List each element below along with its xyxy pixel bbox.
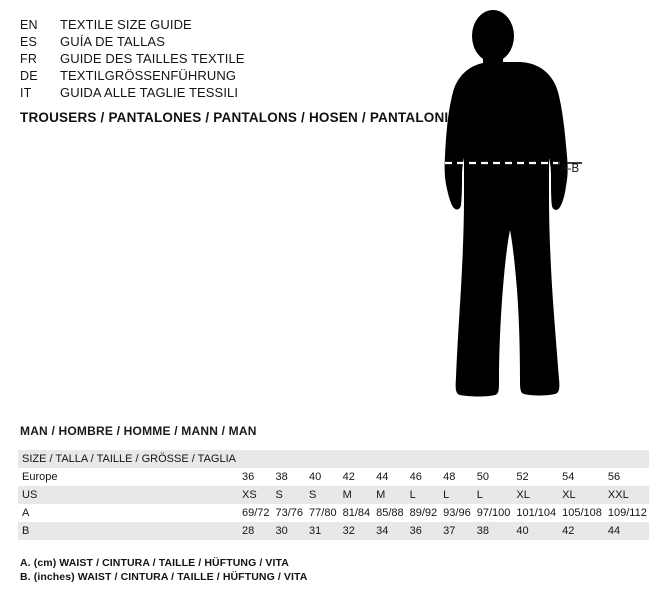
language-text: GUIDA ALLE TAGLIE TESSILI <box>60 85 239 100</box>
cell: 42 <box>558 522 604 540</box>
male-silhouette-figure <box>400 8 600 408</box>
language-row <box>20 84 400 101</box>
cell: XL <box>558 486 604 504</box>
section-title: TROUSERS / PANTALONES / PANTALONS / HOSEN / PANTALONI <box>20 110 449 125</box>
cell <box>339 450 373 468</box>
cell <box>473 450 513 468</box>
cell: L <box>473 486 513 504</box>
cell: 44 <box>604 522 649 540</box>
cell: 44 <box>376 471 389 483</box>
cell: 31 <box>305 522 339 540</box>
cell: 93/96 <box>443 507 471 519</box>
cell: M <box>372 486 406 504</box>
cell: 109/112 <box>607 507 647 519</box>
table-row <box>18 450 649 468</box>
cell: XS <box>238 486 272 504</box>
cell: 32 <box>339 522 373 540</box>
cell: 77/80 <box>309 507 337 519</box>
row-label: SIZE / TALLA / TAILLE / GRÖSSE / TAGLIA <box>18 450 238 468</box>
row-label: B <box>18 522 238 540</box>
row-label: A <box>22 507 30 519</box>
cell: 34 <box>372 522 406 540</box>
cell: 50 <box>476 471 489 483</box>
measure-label-ab: A-B <box>560 163 580 175</box>
cell: 81/84 <box>342 507 371 519</box>
cell <box>406 450 440 468</box>
cell: 52 <box>516 471 529 483</box>
cell: L <box>439 486 473 504</box>
cell: 46 <box>409 471 422 483</box>
table-row <box>18 486 649 504</box>
cell: 40 <box>309 471 322 483</box>
cell: 101/104 <box>516 507 557 519</box>
size-table <box>18 450 649 540</box>
cell: 30 <box>272 522 306 540</box>
cell <box>238 450 272 468</box>
cell: 38 <box>473 522 513 540</box>
cell <box>512 450 558 468</box>
cell <box>272 450 306 468</box>
cell: M <box>339 486 373 504</box>
cell: 36 <box>241 471 255 483</box>
cell: 89/92 <box>409 507 438 519</box>
cell: 69/72 <box>241 507 270 519</box>
cell: 38 <box>275 471 288 483</box>
cell: 85/88 <box>376 507 404 519</box>
cell: 40 <box>512 522 558 540</box>
cell: 56 <box>607 471 621 483</box>
cell: 48 <box>443 471 456 483</box>
cell <box>305 450 339 468</box>
language-row <box>20 50 400 67</box>
footnote-a: A. (cm) WAIST / CINTURA / TAILLE / HÜFTUNG / VITA <box>20 557 289 569</box>
silhouette-icon <box>400 8 600 408</box>
footnotes <box>20 556 307 584</box>
language-text: GUIDE DES TAILLES TEXTILE <box>60 51 245 66</box>
cell: S <box>272 486 306 504</box>
language-code: FR <box>20 52 38 66</box>
cell: 42 <box>342 471 355 483</box>
cell <box>439 450 473 468</box>
language-text: TEXTILGRÖSSENFÜHRUNG <box>60 68 237 83</box>
cell: 28 <box>238 522 272 540</box>
cell: 36 <box>406 522 440 540</box>
language-code: EN <box>20 18 38 32</box>
cell <box>558 450 604 468</box>
language-row <box>20 67 400 84</box>
cell: 37 <box>439 522 473 540</box>
table-row <box>18 504 649 522</box>
cell: XL <box>512 486 558 504</box>
language-list <box>20 16 400 101</box>
language-row <box>20 33 400 50</box>
table-row <box>18 468 649 486</box>
cell: 73/76 <box>275 507 304 519</box>
cell: S <box>305 486 339 504</box>
language-text: GUÍA DE TALLAS <box>60 34 165 49</box>
language-code: ES <box>20 35 38 49</box>
footnote-b: B. (inches) WAIST / CINTURA / TAILLE / HÜFTUNG / VITA <box>20 571 308 583</box>
language-code: DE <box>20 69 38 83</box>
cell: 54 <box>562 471 575 483</box>
language-row <box>20 16 400 33</box>
table-title: MAN / HOMBRE / HOMME / MANN / MAN <box>20 424 257 438</box>
cell <box>604 450 649 468</box>
row-label: US <box>18 486 238 504</box>
language-code: IT <box>20 86 32 100</box>
cell: XXL <box>604 486 649 504</box>
cell: 105/108 <box>562 507 602 519</box>
cell: 97/100 <box>476 507 511 519</box>
cell <box>372 450 406 468</box>
language-text: TEXTILE SIZE GUIDE <box>60 17 192 32</box>
row-label: Europe <box>22 471 58 483</box>
cell: L <box>406 486 440 504</box>
table-row <box>18 522 649 540</box>
